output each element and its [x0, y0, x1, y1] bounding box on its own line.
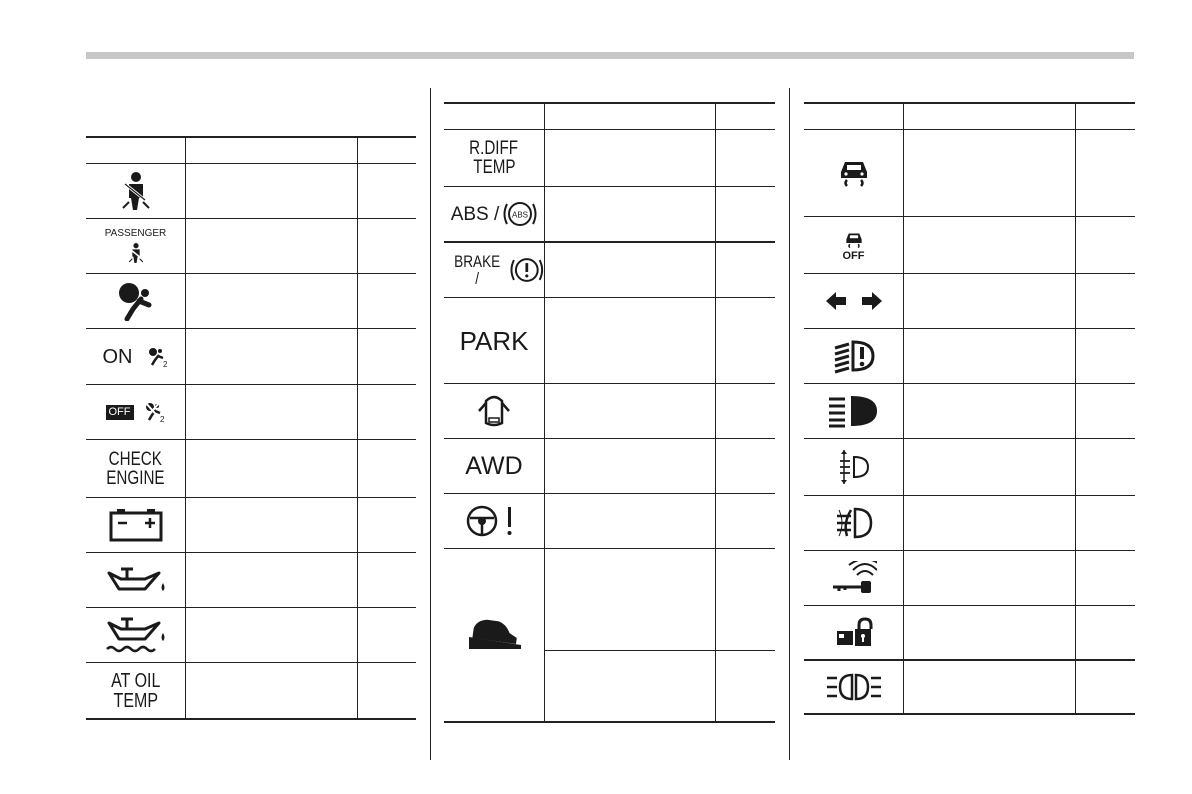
table-header [804, 102, 1135, 130]
security-indicator-icon [804, 606, 903, 659]
table-header [86, 136, 416, 164]
battery-charge-icon [86, 498, 185, 552]
table-header [444, 102, 775, 130]
check-engine-icon [86, 440, 185, 497]
vdc-off-label: OFF [842, 249, 865, 262]
check-label: CHECK [108, 448, 163, 470]
position-light-icon [804, 661, 903, 713]
rear-diff-temp-icon [444, 129, 544, 186]
warning-table-3 [804, 102, 1135, 716]
front-fog-light-icon [804, 496, 903, 550]
high-beam-icon [804, 384, 903, 438]
on-label: ON [102, 345, 133, 368]
column-divider-left [430, 88, 431, 760]
door-open-icon [444, 384, 544, 438]
temp-label: TEMP [472, 156, 516, 178]
vehicle-dynamics-control-icon [804, 129, 903, 216]
oil-pressure-icon [86, 553, 185, 607]
power-steering-warning-icon [444, 494, 544, 548]
abs-label: ABS / [450, 203, 500, 225]
top-bar [86, 52, 1134, 59]
brake-label: BRAKE / [454, 252, 501, 288]
vdc-off-icon [804, 217, 903, 273]
engine-label: ENGINE [106, 467, 165, 489]
front-passenger-airbag-off-icon [86, 385, 185, 439]
temp-label: TEMP [113, 689, 158, 712]
warning-table-2 [444, 102, 775, 724]
front-passenger-airbag-on-icon [86, 329, 185, 384]
off-label: OFF [106, 405, 134, 420]
turn-signal-icon [804, 274, 903, 328]
parking-brake-icon [444, 298, 544, 383]
low-oil-level-icon [86, 608, 185, 662]
svg-text:2: 2 [162, 359, 167, 368]
column-divider-right [789, 88, 790, 760]
headlight-auto-leveling-icon [804, 439, 903, 495]
srs-airbag-icon [86, 274, 185, 328]
abs-warning-icon [444, 187, 544, 241]
awd-label: AWD [465, 451, 523, 480]
at-oil-temp-icon [86, 663, 185, 718]
passenger-label: PASSENGER [104, 227, 167, 239]
keyless-access-icon [804, 551, 903, 605]
svg-text:2: 2 [159, 415, 164, 423]
park-label: PARK [459, 325, 529, 356]
seatbelt-warning-icon [86, 163, 185, 218]
rdiff-label: R.DIFF [469, 137, 519, 159]
hill-descent-control-icon [444, 549, 544, 721]
at-oil-label: AT OIL [110, 669, 161, 692]
brake-warning-icon [444, 243, 544, 297]
headlight-leveling-warning-icon [804, 329, 903, 383]
abs-badge: ABS [512, 210, 529, 220]
awd-warning-icon [444, 439, 544, 493]
passenger-seatbelt-icon [86, 219, 185, 273]
warning-table-1 [86, 136, 416, 721]
